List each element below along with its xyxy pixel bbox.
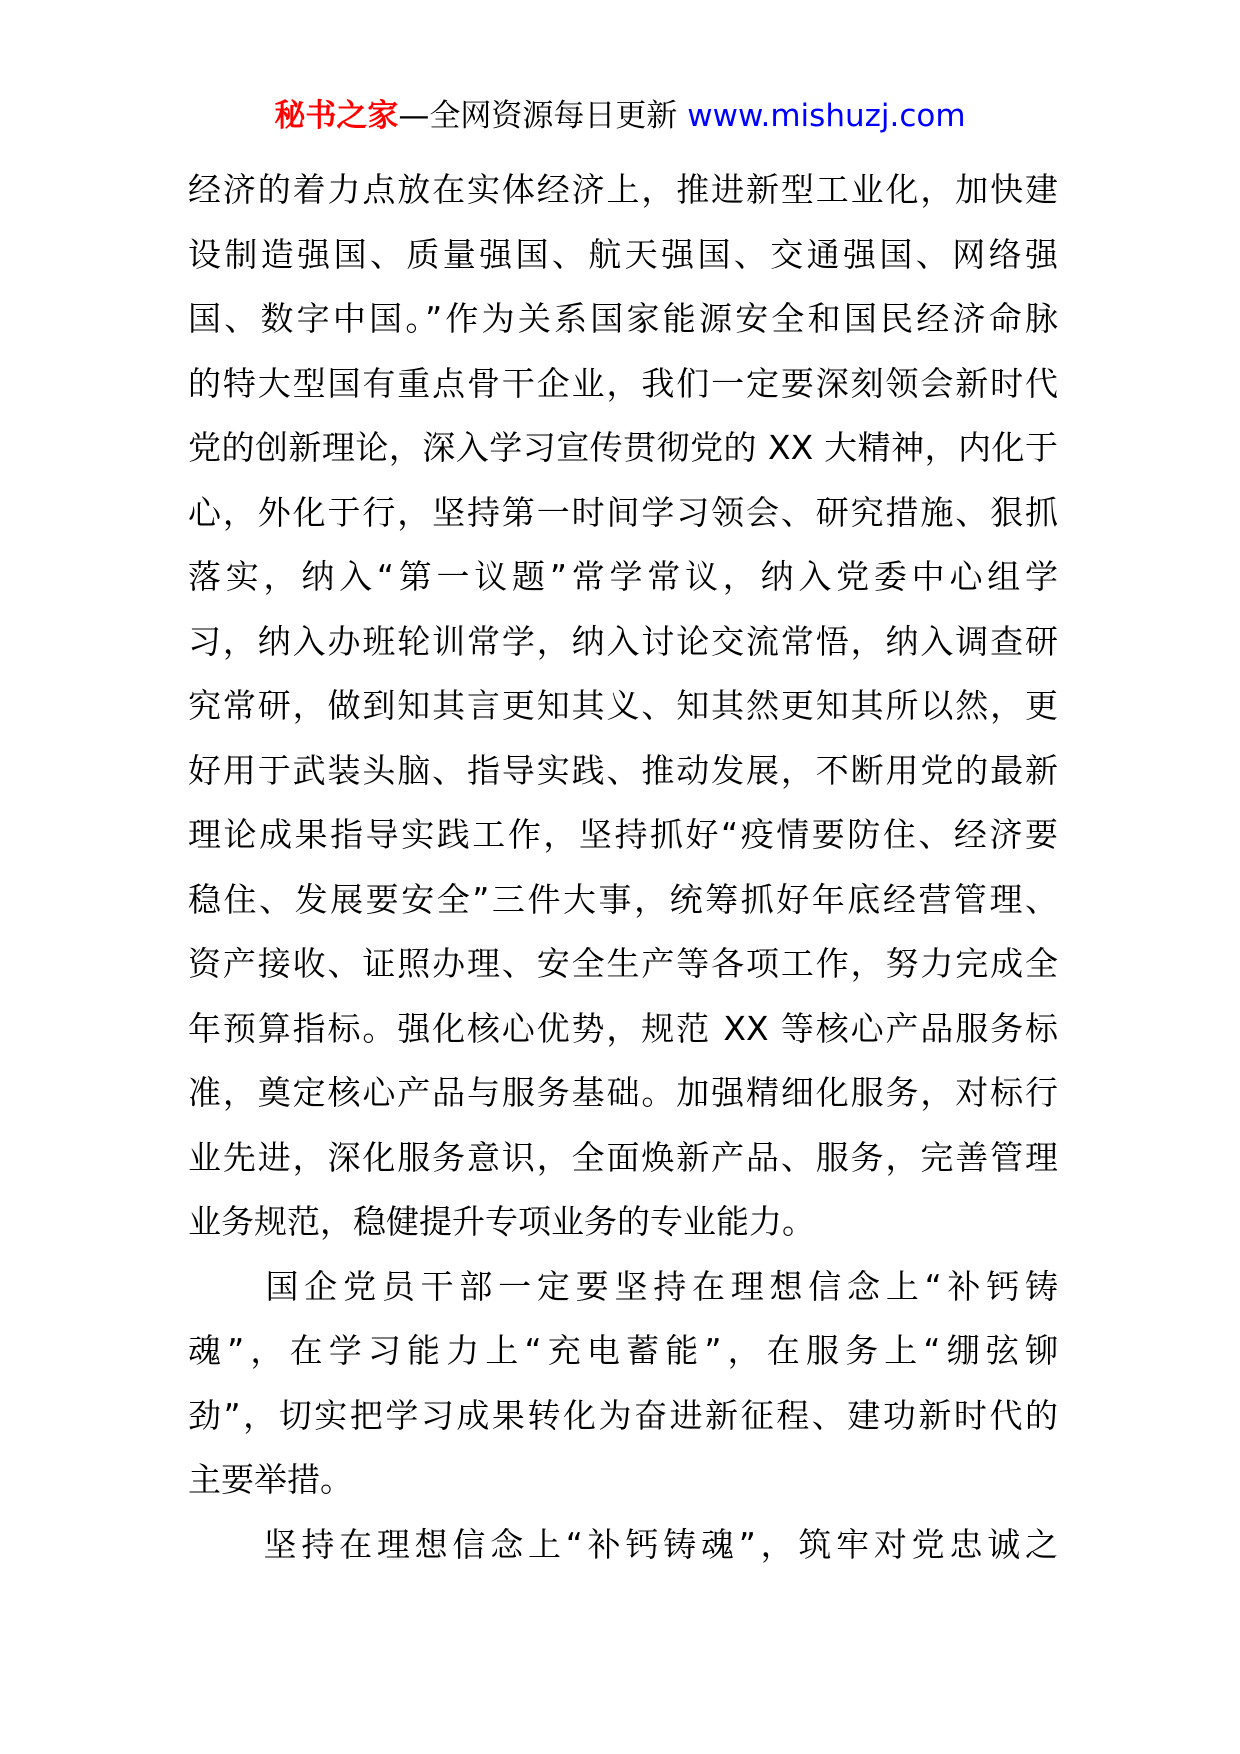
document-body <box>188 158 1058 1577</box>
text-line: 设制造强国、质量强国、航天强国、交通强国、网络强 <box>188 234 1058 274</box>
website-link[interactable]: www.mishuzj.com <box>687 98 966 134</box>
text-line: 坚持在理想信念上“补钙铸魂”，筑牢对党忠诚之 <box>188 1524 1058 1564</box>
page-header <box>0 96 1240 136</box>
paragraph <box>188 1513 1058 1578</box>
text-line: 心，外化于行，坚持第一时间学习领会、研究措施、狠抓 <box>188 492 1058 532</box>
text-line: 资产接收、证照办理、安全生产等各项工作，努力完成全 <box>188 944 1058 983</box>
text-line: 落实，纳入“第一议题”常学常议，纳入党委中心组学 <box>188 557 1058 596</box>
paragraph <box>188 158 1058 1255</box>
paragraph <box>188 1255 1058 1513</box>
text-line: 业务规范，稳健提升专项业务的专业能力。 <box>188 1202 815 1241</box>
text-line: 究常研，做到知其言更知其义、知其然更知其所以然，更 <box>188 686 1058 725</box>
text-line: 准，奠定核心产品与服务基础。加强精细化服务，对标行 <box>188 1073 1058 1112</box>
text-line: 理论成果指导实践工作，坚持抓好“疫情要防住、经济要 <box>188 815 1058 854</box>
text-line: 国企党员干部一定要坚持在理想信念上“补钙铸 <box>188 1266 1058 1306</box>
brand-name: 秘书之家 <box>274 98 399 134</box>
text-line: 年预算指标。强化核心优势，规范 XX 等核心产品服务标 <box>188 1008 1058 1048</box>
text-line: 党的创新理论，深入学习宣传贯彻党的 XX 大精神，内化于 <box>188 428 1058 467</box>
text-line: 稳住、发展要安全”三件大事，统筹抓好年底经营管理、 <box>188 879 1058 919</box>
text-line: 经济的着力点放在实体经济上，推进新型工业化，加快建 <box>188 170 1058 209</box>
text-line: 业先进，深化服务意识，全面焕新产品、服务，完善管理 <box>188 1137 1058 1177</box>
text-line: 的特大型国有重点骨干企业，我们一定要深刻领会新时代 <box>188 363 1058 403</box>
text-line: 习，纳入办班轮训常学，纳入讨论交流常悟，纳入调查研 <box>188 621 1058 661</box>
header-tagline: —全网资源每日更新 <box>398 98 688 134</box>
text-line: 劲”，切实把学习成果转化为奋进新征程、建功新时代的 <box>188 1395 1058 1435</box>
text-line: 主要举措。 <box>188 1460 353 1499</box>
text-line: 魂”，在学习能力上“充电蓄能”，在服务上“绷弦铆 <box>188 1331 1058 1370</box>
text-line: 国、数字中国。”作为关系国家能源安全和国民经济命脉 <box>188 299 1058 338</box>
text-line: 好用于武装头脑、指导实践、推动发展，不断用党的最新 <box>188 750 1058 790</box>
